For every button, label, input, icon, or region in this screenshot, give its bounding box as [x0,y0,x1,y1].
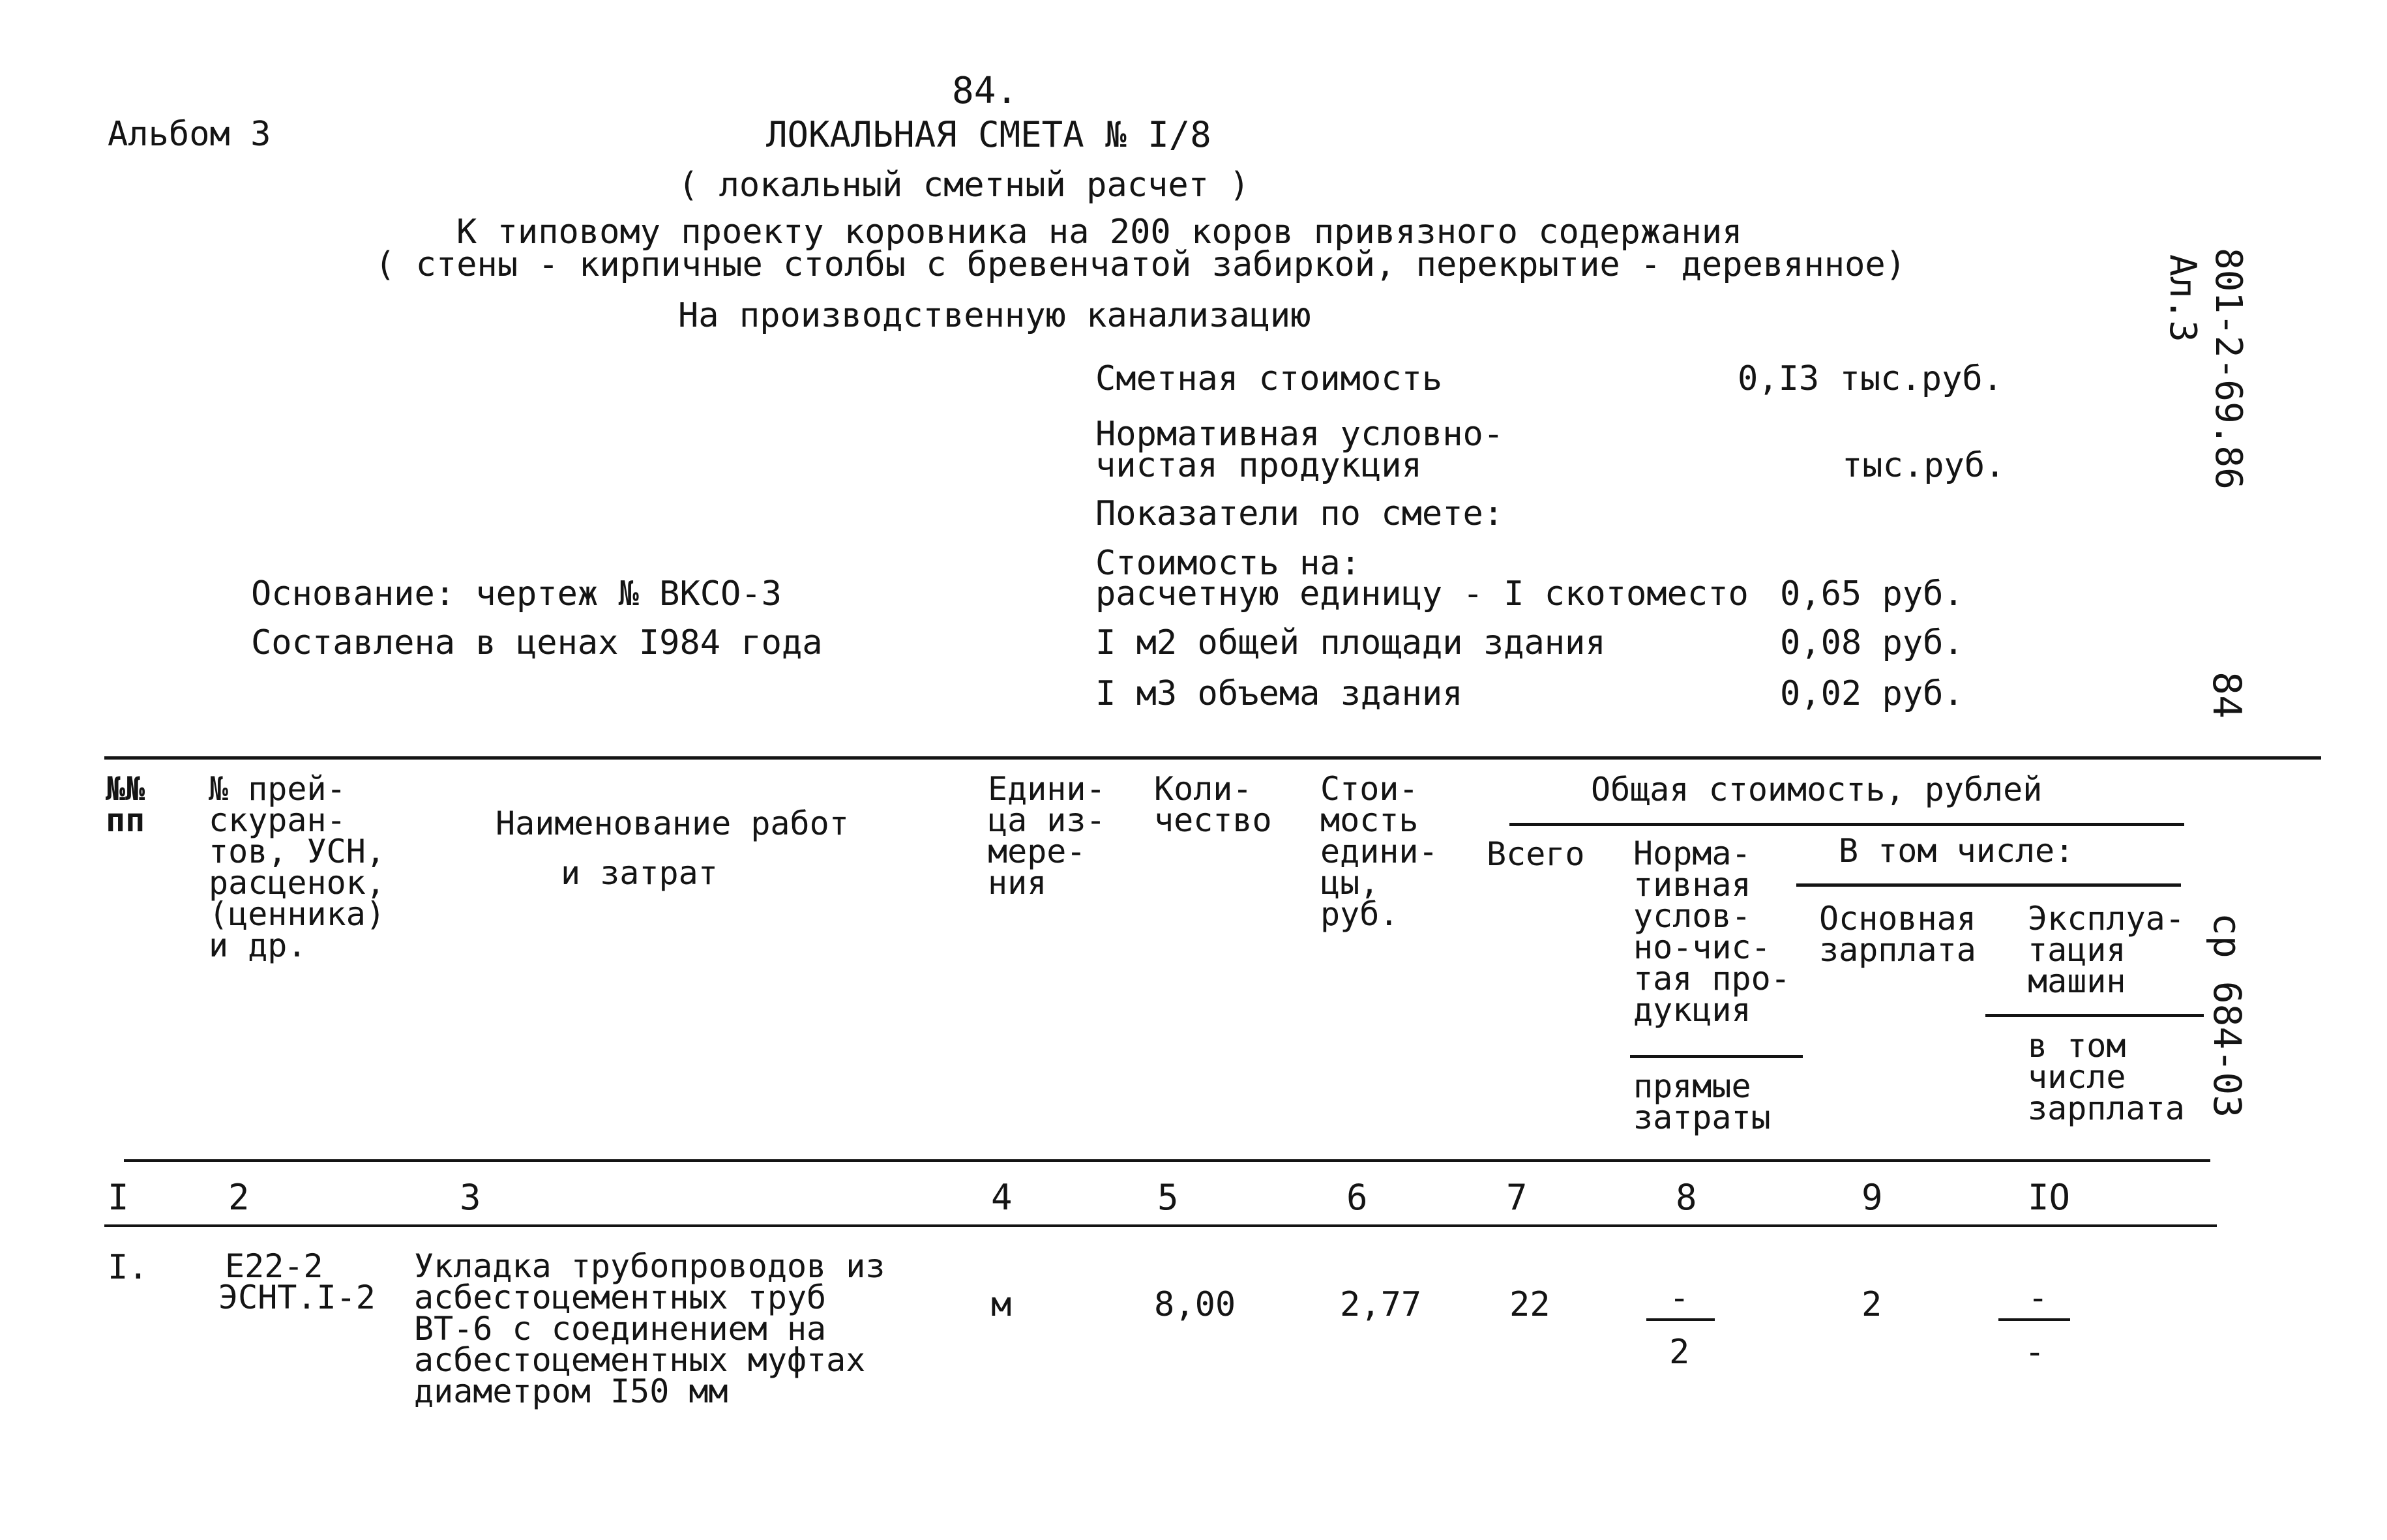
row-code [218,1247,376,1316]
col-numbers-rule [104,1224,2217,1227]
col-normative-sub [1633,1067,1771,1136]
col-code-head-line: расценок, [209,864,385,902]
row-normative-fraction-line [1646,1318,1715,1321]
col-unit-cost-head-line: цы, [1320,864,1380,902]
page-number: 84. [952,70,1018,112]
project-line-1: К типовому проекту коровника на 200 коров привязного содержания [456,213,1743,252]
col-total-head: Всего [1487,835,1585,873]
row-work-name-line: асбестоцементных муфтах [414,1341,866,1379]
col-normative-sub-line: затраты [1633,1099,1771,1136]
col-unit-cost-head-line: едини- [1320,833,1438,870]
col-normative-head-line: Норма- [1633,835,1751,872]
col-name-head-1: Наименование работ [496,805,849,842]
col-unit-cost-head-line: мость [1320,801,1419,839]
per-unit-label: расчетную единицу - I скотоместо [1095,574,1749,614]
col-num-1: I [108,1177,129,1218]
row-total: 22 [1509,1285,1550,1324]
col-unit-head-line: ния [988,864,1047,902]
col-salary-head-line: Основная [1819,900,1976,938]
album-code-mark: Ал.3 [2161,254,2204,342]
row-work-name-line: диаметром I50 мм [414,1372,728,1410]
col-num-8: 8 [1676,1177,1697,1218]
row-number: I. [108,1248,149,1287]
normative-label-2: чистая продукция [1095,446,1422,485]
col-code-head-line: и др. [209,926,307,964]
col-normative-head [1633,835,1790,1029]
col-num-4: 4 [991,1177,1013,1218]
col-code-head-line: (ценника) [209,895,385,933]
cost-per-label: Стоимость на: [1095,544,1361,583]
normative-label-1: Нормативная условно- [1095,415,1504,454]
estimate-purpose: На производственную канализацию [678,296,1311,335]
col-quantity-head [1154,770,1272,839]
col-unit-cost-head-line: руб. [1320,895,1399,933]
col-quantity-head-line: Коли- [1154,770,1253,808]
machines-sub-rule [1985,1014,2204,1017]
row-machines-top: - [2028,1279,2049,1318]
col-num-5: 5 [1157,1177,1179,1218]
col-machines-sub [2028,1027,2185,1127]
col-unit-head-line: ца из- [988,801,1106,839]
group-rule [1509,823,2184,826]
project-code-mark: 801-2-69.86 [2207,248,2249,490]
col-normative-head-line: услов- [1633,897,1751,935]
col-salary-head [1819,900,1976,969]
col-normative-head-line: тивная [1633,866,1751,904]
row-work-name-line: ВТ-6 с соединением на [414,1310,827,1348]
album-label: Альбом 3 [108,115,271,154]
col-machines-sub-line: в том [2028,1027,2126,1065]
row-code-line: ЭСНТ.I-2 [218,1279,376,1316]
row-unit-cost: 2,77 [1340,1285,1422,1324]
col-num-3: 3 [460,1177,481,1218]
col-num-7: 7 [1506,1177,1528,1218]
col-machines-sub-line: зарплата [2028,1089,2185,1127]
estimate-subtitle: ( локальный сметный расчет ) [678,166,1250,205]
col-machines-head-line: тация [2028,931,2126,969]
col-unit-cost-head [1320,770,1438,933]
col-salary-head-line: зарплата [1819,931,1976,969]
col-num-6: 6 [1346,1177,1368,1218]
col-num-9: 9 [1861,1177,1883,1218]
cost-label: Сметная стоимость [1095,359,1443,398]
header-bottom-rule [124,1159,2210,1162]
col-number-head-line: пп [106,801,145,839]
row-unit: м [991,1285,1012,1324]
per-unit-value: 0,65 руб. [1780,574,1964,614]
normative-value: тыс.руб. [1842,446,2006,485]
col-machines-head-line: машин [2028,962,2126,1000]
row-normative-top: - [1669,1279,1690,1318]
col-code-head-line: № прей- [209,770,346,808]
col-machines-sub-line: числе [2028,1058,2126,1096]
estimate-title: ЛОКАЛЬНАЯ СМЕТА № I/8 [766,114,1211,155]
row-machines-fraction-line [1998,1318,2070,1321]
col-normative-head-line: дукция [1633,991,1751,1029]
col-unit-head-line: Едини- [988,770,1106,808]
col-unit-cost-head-line: Стои- [1320,770,1419,808]
form-code-mark: ср 684-03 [2205,913,2249,1118]
col-machines-head-line: Эксплуа- [2028,900,2185,938]
row-machines-bottom: - [2024,1333,2045,1372]
col-num-10: IO [2028,1177,2071,1218]
cost-value: 0,I3 тыс.руб. [1738,359,2003,398]
per-m3-label: I м3 объема здания [1095,674,1463,713]
row-quantity: 8,00 [1154,1285,1236,1324]
col-number-head-line: №№ [106,770,145,808]
normative-sub-rule [1630,1055,1803,1058]
col-code-head-line: тов, УСН, [209,833,385,870]
indicators-label: Показатели по смете: [1095,494,1504,533]
incl-head: В том числе: [1839,832,2075,870]
col-normative-head-line: но-чис- [1633,928,1771,966]
per-m3-value: 0,02 руб. [1780,674,1964,713]
table-top-rule [104,756,2321,760]
col-number-head [106,770,145,839]
col-unit-head-line: мере- [988,833,1086,870]
row-code-line: Е22-2 [225,1247,323,1285]
row-normative-bottom: 2 [1669,1333,1690,1372]
col-normative-head-line: тая про- [1633,960,1790,998]
row-work-name-line: асбестоцементных труб [414,1279,827,1316]
basis-prices: Составлена в ценах I984 года [251,623,823,662]
group-head: Общая стоимость, рублей [1591,771,2043,808]
col-code-head-line: скуран- [209,801,346,839]
col-unit-head [988,770,1106,902]
per-m2-label: I м2 общей площади здания [1095,623,1606,662]
row-salary: 2 [1861,1285,1882,1324]
row-work-name [414,1247,885,1410]
col-quantity-head-line: чество [1154,801,1272,839]
incl-rule [1796,883,2181,887]
per-m2-value: 0,08 руб. [1780,623,1964,662]
page-mark: 84 [2204,672,2249,719]
project-line-2: ( стены - кирпичные столбы с бревенчатой забиркой, перекрытие - деревянное) [375,245,1906,284]
col-code-head [209,770,385,964]
col-machines-head [2028,900,2185,1000]
col-num-2: 2 [228,1177,250,1218]
basis-drawing: Основание: чертеж № ВКСО-3 [251,574,782,614]
col-name-head-2: и затрат [561,854,718,892]
col-normative-sub-line: прямые [1633,1067,1751,1105]
row-work-name-line: Укладка трубопроводов из [414,1247,885,1285]
